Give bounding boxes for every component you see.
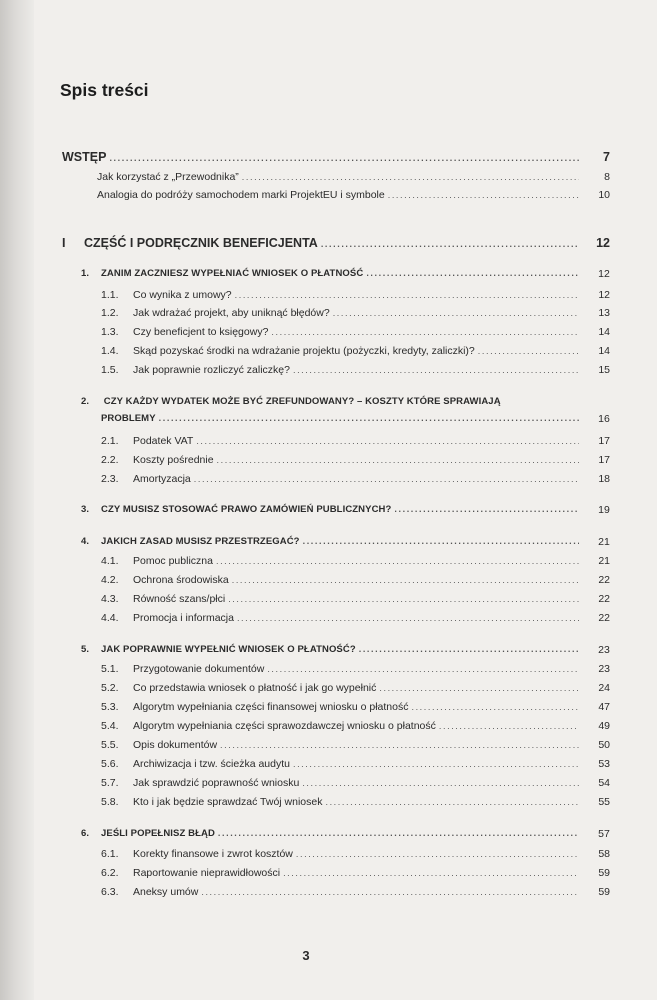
leader-dots [366, 268, 579, 278]
leader-dots [333, 308, 579, 318]
toc-entry-1-3[interactable] [101, 326, 610, 344]
toc-entry-label: Co przedstawia wniosek o płatność i jak go wypełnić [133, 682, 377, 694]
toc-page-ref: 47 [598, 701, 610, 713]
toc-entry-5-6[interactable] [101, 758, 610, 776]
toc-entry-number: I [62, 236, 66, 250]
toc-entry-label: WSTĘP [62, 150, 107, 164]
leader-dots [321, 239, 579, 249]
toc-entry-label: Jak wdrażać projekt, aby uniknąć błędów? [133, 307, 330, 319]
leader-dots [232, 575, 579, 585]
leader-dots [196, 436, 579, 446]
toc-entry-number: 6.3. [101, 886, 119, 898]
toc-entry-4-4[interactable] [101, 612, 610, 630]
toc-entry-wstep[interactable] [62, 150, 610, 168]
toc-entry-number: 3. [81, 504, 90, 515]
toc-page-ref: 22 [598, 574, 610, 586]
toc-entry-label: Równość szans/płci [133, 593, 226, 605]
leader-dots [302, 778, 579, 788]
toc-page-ref: 18 [598, 473, 610, 485]
leader-dots [325, 797, 579, 807]
leader-dots [267, 664, 579, 674]
toc-entry-label: Opis dokumentów [133, 739, 218, 751]
toc-entry-4-2[interactable] [101, 574, 610, 592]
toc-entry-5-3[interactable] [101, 701, 610, 719]
leader-dots [296, 849, 579, 859]
toc-entry-label: Jak poprawnie rozliczyć zaliczkę? [133, 364, 290, 376]
toc-entry-label: Ochrona środowiska [133, 574, 229, 586]
toc-entry-number: 1.3. [101, 326, 119, 338]
toc-page-ref: 21 [598, 555, 610, 567]
toc-chapter-4[interactable] [81, 536, 610, 554]
toc-entry-wstep-sub[interactable] [97, 189, 610, 207]
leader-dots [411, 702, 579, 712]
toc-entry-number: 4.1. [101, 555, 119, 567]
toc-page-ref: 16 [598, 413, 610, 425]
toc-chapter-2-cont[interactable] [101, 413, 610, 431]
toc-entry-5-8[interactable] [101, 796, 610, 814]
toc-page-ref: 55 [598, 796, 610, 808]
toc-chapter-3[interactable] [81, 504, 610, 522]
leader-dots [237, 613, 579, 623]
leader-dots [109, 153, 579, 163]
leader-dots [439, 721, 579, 731]
toc-entry-number: 5.4. [101, 720, 119, 732]
toc-entry-wstep-sub[interactable] [97, 171, 610, 189]
toc-entry-number: 5.3. [101, 701, 119, 713]
leader-dots [228, 594, 579, 604]
toc-page-ref: 50 [598, 739, 610, 751]
leader-dots [359, 644, 579, 654]
toc-entry-2-3[interactable] [101, 473, 610, 491]
leader-dots [379, 683, 579, 693]
toc-entry-label: Algorytm wypełniania części sprawozdawczej wniosku o płatność [133, 720, 436, 732]
leader-dots [220, 740, 579, 750]
leader-dots [217, 455, 579, 465]
toc-entry-number: 5.8. [101, 796, 119, 808]
toc-chapter-5[interactable] [81, 644, 610, 662]
toc-entry-label: Czy beneficjent to księgowy? [133, 326, 269, 338]
toc-entry-number: 5.6. [101, 758, 119, 770]
leader-dots [194, 474, 579, 484]
toc-page-ref: 13 [598, 307, 610, 319]
toc-entry-number: 4.3. [101, 593, 119, 605]
toc-page-ref: 23 [598, 663, 610, 675]
toc-entry-label: JAK POPRAWNIE WYPEŁNIĆ WNIOSEK O PŁATNOŚĆ? [101, 644, 356, 655]
toc-entry-number: 1.5. [101, 364, 119, 376]
toc-entry-number: 6. [81, 828, 90, 839]
toc-page-ref: 22 [598, 593, 610, 605]
toc-entry-number: 2. [81, 396, 90, 407]
toc-entry-6-1[interactable] [101, 848, 610, 866]
leader-dots [283, 868, 579, 878]
leader-dots [293, 759, 579, 769]
toc-entry-number: 5.7. [101, 777, 119, 789]
leader-dots [303, 536, 579, 546]
toc-entry-label: Amortyzacja [133, 473, 191, 485]
toc-entry-number: 2.1. [101, 435, 119, 447]
toc-entry-label: CZY KAŻDY WYDATEK MOŻE BYĆ ZREFUNDOWANY? – KOSZTY KTÓRE SPRAWIAJĄ [103, 396, 501, 407]
toc-entry-label: Korekty finansowe i zwrot kosztów [133, 848, 293, 860]
toc-entry-2-2[interactable] [101, 454, 610, 472]
toc-entry-label: Raportowanie nieprawidłowości [133, 867, 281, 879]
toc-entry-number: 5.1. [101, 663, 119, 675]
toc-entry-5-4[interactable] [101, 720, 610, 738]
toc-entry-number: 1.2. [101, 307, 119, 319]
leader-dots [218, 828, 579, 838]
leader-dots [216, 556, 579, 566]
toc-entry-6-2[interactable] [101, 867, 610, 885]
toc-entry-label: Przygotowanie dokumentów [133, 663, 265, 675]
toc-entry-label: Co wynika z umowy? [133, 289, 232, 301]
leader-dots [235, 290, 579, 300]
toc-entry-4-3[interactable] [101, 593, 610, 611]
leader-dots [159, 413, 579, 423]
toc-entry-number: 4. [81, 536, 90, 547]
toc-entry-number: 6.1. [101, 848, 119, 860]
toc-page-ref: 21 [598, 536, 610, 548]
toc-entry-label: Aneksy umów [133, 886, 199, 898]
toc-page-ref: 53 [598, 758, 610, 770]
toc-entry-number: 1.1. [101, 289, 119, 301]
page-number: 3 [302, 948, 310, 963]
leader-dots [388, 190, 579, 200]
toc-entry-label: CZY MUSISZ STOSOWAĆ PRAWO ZAMÓWIEŃ PUBLICZNYCH? [101, 504, 392, 515]
toc-chapter-2[interactable] [81, 396, 501, 407]
toc-entry-number: 5.5. [101, 739, 119, 751]
toc-entry-5-2[interactable] [101, 682, 610, 700]
toc-entry-1-1[interactable] [101, 289, 610, 307]
toc-page-ref: 15 [598, 364, 610, 376]
toc-entry-5-7[interactable] [101, 777, 610, 795]
toc-entry-label: Promocja i informacja [133, 612, 234, 624]
leader-dots [293, 365, 579, 375]
toc-entry-1-5[interactable] [101, 364, 610, 382]
toc-page-ref: 23 [598, 644, 610, 656]
toc-page-ref: 17 [598, 454, 610, 466]
leader-dots [242, 172, 579, 182]
toc-entry-label: Kto i jak będzie sprawdzać Twój wniosek [133, 796, 323, 808]
toc-entry-label: Jak sprawdzić poprawność wniosku [133, 777, 300, 789]
toc-entry-part-1[interactable] [62, 236, 610, 254]
toc-page-ref: 12 [598, 289, 610, 301]
toc-page-ref: 19 [598, 504, 610, 516]
toc-entry-number: 4.2. [101, 574, 119, 586]
toc-entry-label: PROBLEMY [101, 413, 156, 424]
leader-dots [271, 327, 579, 337]
toc-entry-label: Analogia do podróży samochodem marki ProjektEU i symbole [97, 189, 385, 201]
toc-page-ref: 14 [598, 326, 610, 338]
toc-page-ref: 58 [598, 848, 610, 860]
leader-dots [201, 887, 579, 897]
toc-entry-number: 2.3. [101, 473, 119, 485]
toc-page-ref: 57 [598, 828, 610, 840]
toc-page-ref: 59 [598, 867, 610, 879]
toc-entry-label: ZANIM ZACZNIESZ WYPEŁNIAĆ WNIOSEK O PŁATNOŚĆ [101, 268, 364, 279]
toc-entry-number: 1. [81, 268, 90, 279]
toc-entry-4-1[interactable] [101, 555, 610, 573]
toc-entry-label: Jak korzystać z „Przewodnika” [97, 171, 239, 183]
toc-entry-number: 5.2. [101, 682, 119, 694]
toc-page-ref: 54 [598, 777, 610, 789]
toc-page-ref: 17 [598, 435, 610, 447]
toc-entry-1-4[interactable] [101, 345, 610, 363]
toc-entry-number: 5. [81, 644, 90, 655]
toc-entry-label: Pomoc publiczna [133, 555, 213, 567]
toc-entry-label: Algorytm wypełniania części finansowej wniosku o płatność [133, 701, 409, 713]
toc-entry-label: CZĘŚĆ I PODRĘCZNIK BENEFICJENTA [84, 236, 318, 250]
toc-page-ref: 59 [598, 886, 610, 898]
leader-dots [478, 346, 579, 356]
leader-dots [394, 504, 579, 514]
toc-page-ref: 7 [603, 150, 610, 164]
toc-page-ref: 22 [598, 612, 610, 624]
toc-entry-6-3[interactable] [101, 886, 610, 904]
toc-entry-number: 1.4. [101, 345, 119, 357]
toc-page-ref: 24 [598, 682, 610, 694]
toc-page-ref: 10 [598, 189, 610, 201]
toc-entry-1-2[interactable] [101, 307, 610, 325]
toc-entry-label: Koszty pośrednie [133, 454, 214, 466]
toc-page-ref: 49 [598, 720, 610, 732]
toc-entry-label: Archiwizacja i tzw. ścieżka audytu [133, 758, 290, 770]
toc-entry-label: JEŚLI POPEŁNISZ BŁĄD [101, 828, 215, 839]
toc-entry-label: JAKICH ZASAD MUSISZ PRZESTRZEGAĆ? [101, 536, 300, 547]
toc-page-ref: 8 [604, 171, 610, 183]
toc-page-ref: 12 [596, 236, 610, 250]
toc-entry-5-5[interactable] [101, 739, 610, 757]
page-title: Spis treści [60, 80, 149, 100]
toc-entry-number: 6.2. [101, 867, 119, 879]
toc-page-ref: 14 [598, 345, 610, 357]
toc-entry-label: Podatek VAT [133, 435, 194, 447]
toc-entry-2-1[interactable] [101, 435, 610, 453]
toc-page-ref: 12 [598, 268, 610, 280]
toc-chapter-1[interactable] [81, 268, 610, 286]
toc-entry-number: 2.2. [101, 454, 119, 466]
toc-entry-5-1[interactable] [101, 663, 610, 681]
toc-entry-number: 4.4. [101, 612, 119, 624]
toc-chapter-6[interactable] [81, 828, 610, 846]
toc-entry-label: Skąd pozyskać środki na wdrażanie projektu (pożyczki, kredyty, zaliczki)? [133, 345, 475, 357]
